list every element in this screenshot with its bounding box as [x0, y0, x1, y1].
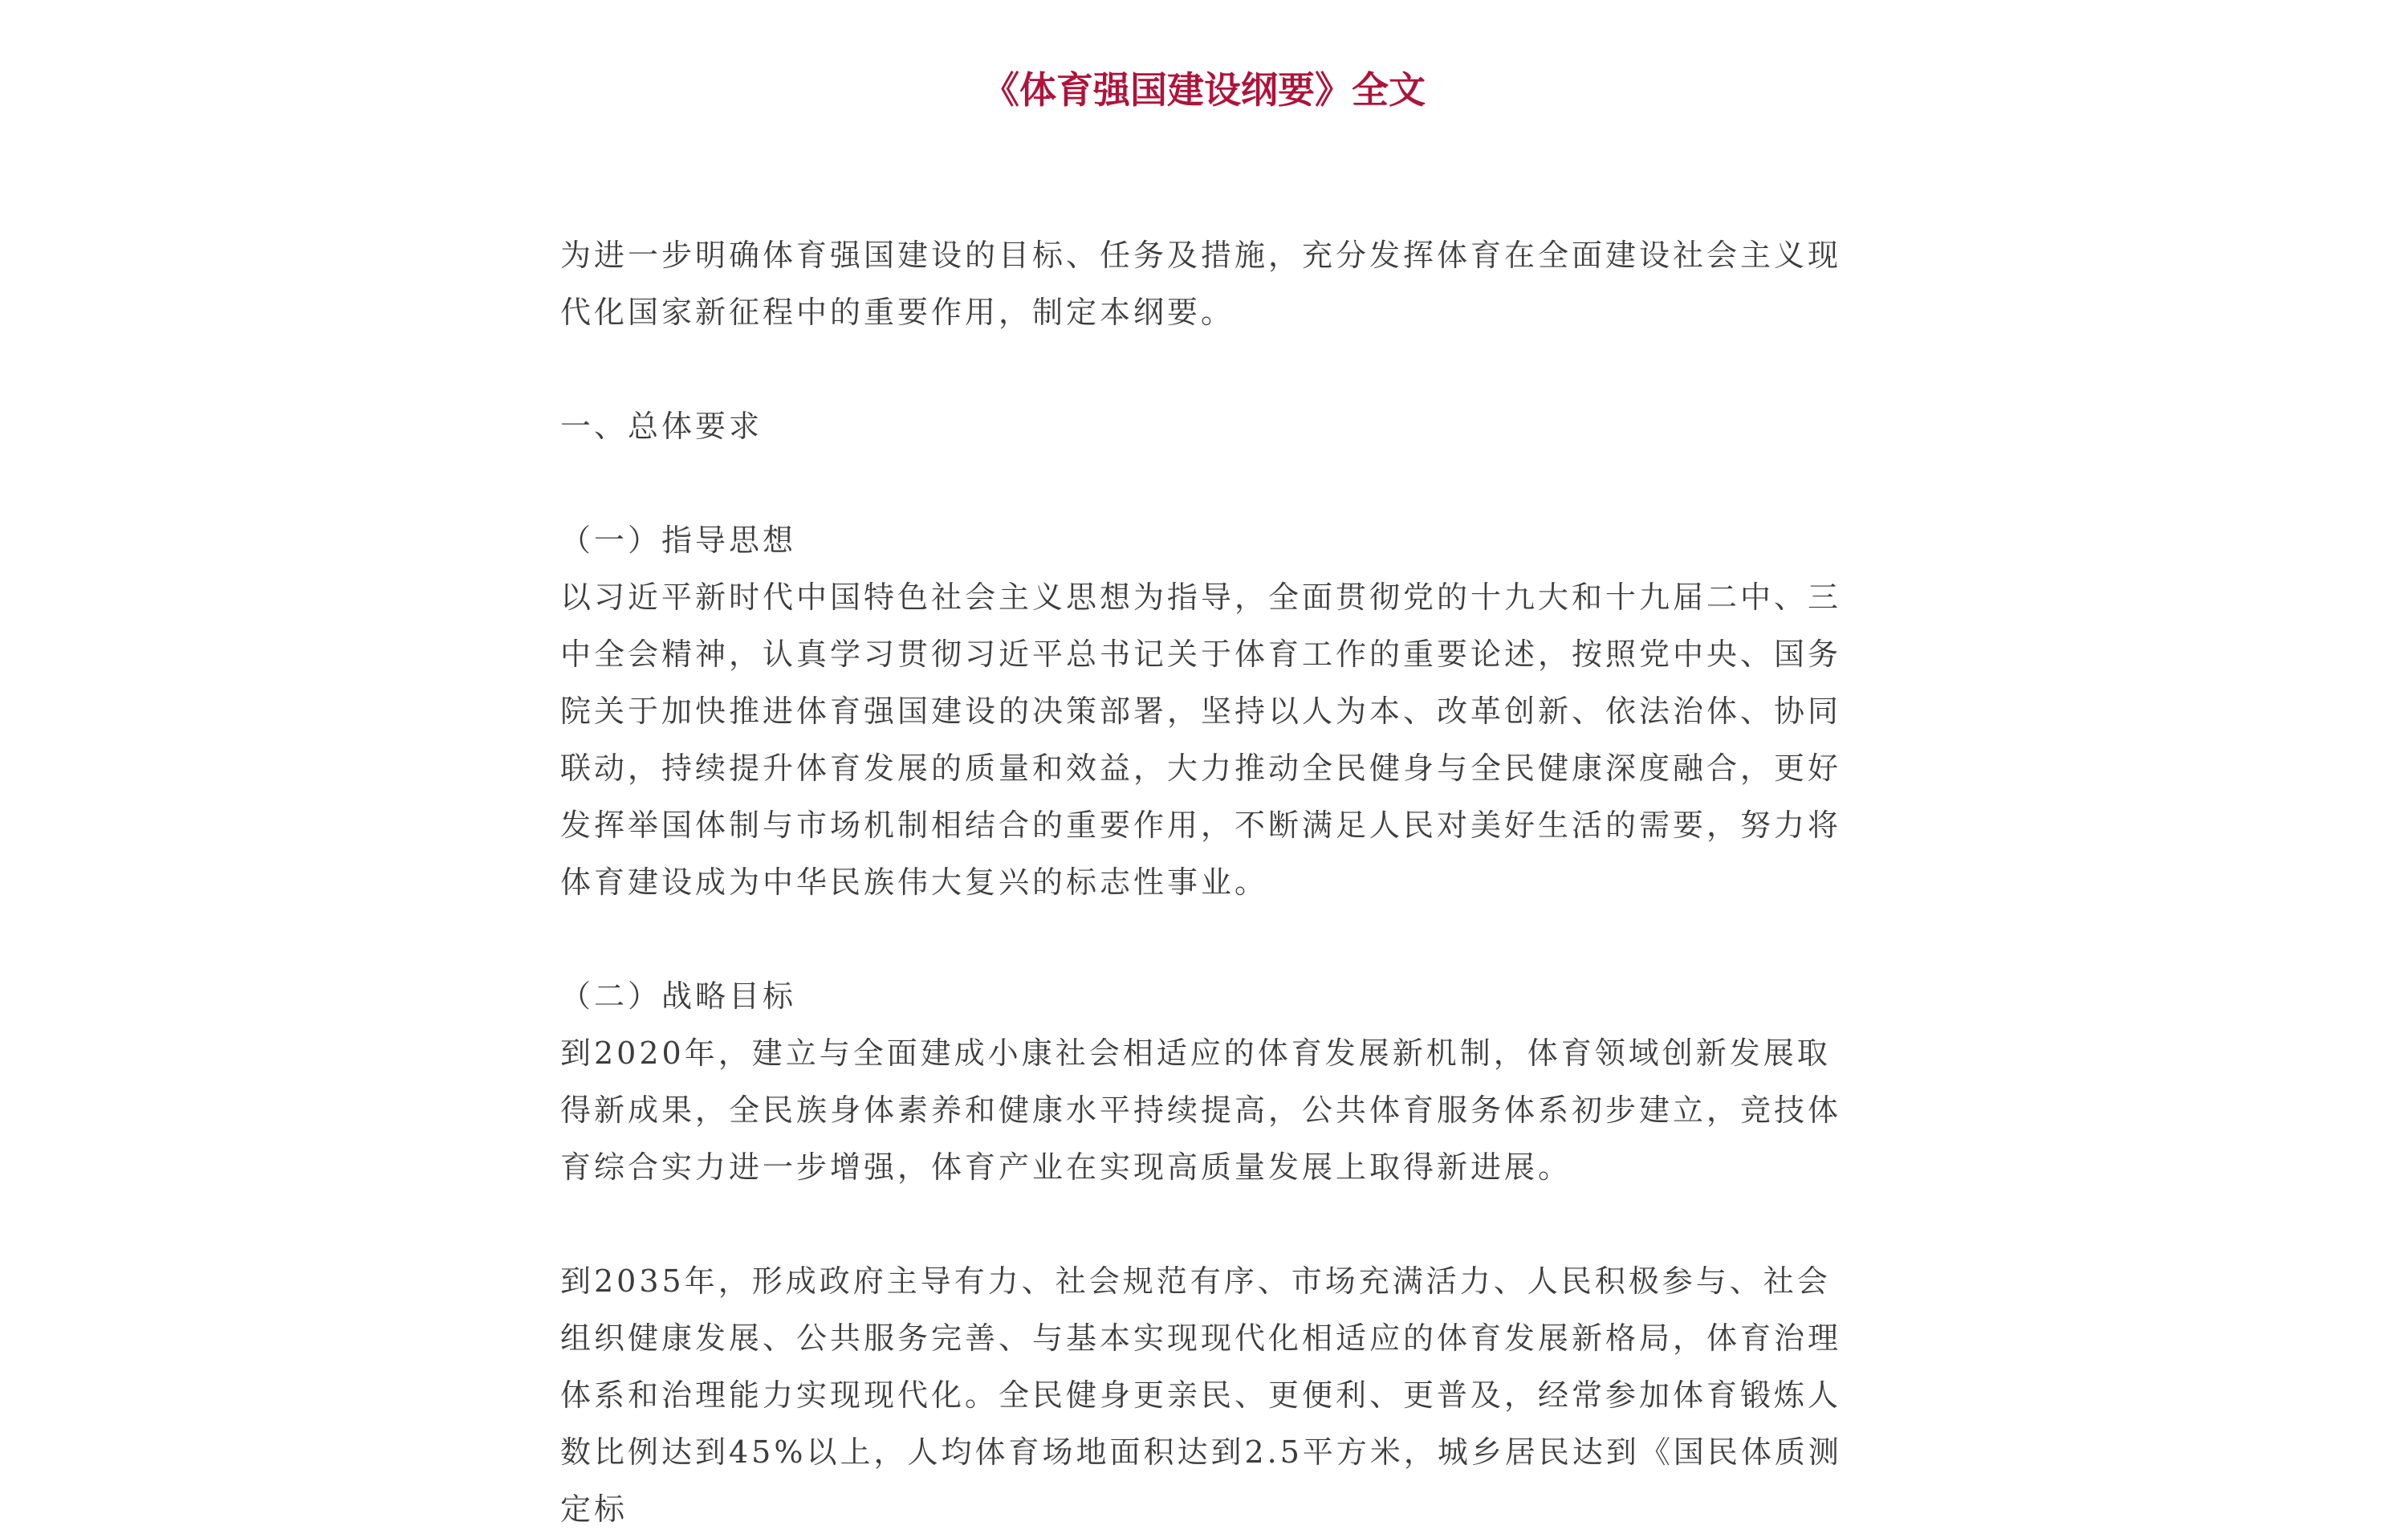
goal-2020-paragraph: 到2020年，建立与全面建成小康社会相适应的体育发展新机制，体育领域创新发展取得新成果，全民族身体素养和健康水平持续提高，公共体育服务体系初步建立，竞技体育综合实力进一步增强，体育产业在实现高质量发展上取得新进展。 [560, 1036, 1842, 1185]
goal-2035-paragraph: 到2035年，形成政府主导有力、社会规范有序、市场充满活力、人民积极参与、社会组织健康发展、公共服务完善、与基本实现现代化相适应的体育发展新格局，体育治理体系和治理能力实现现代化。全民健身更亲民、更便利、更普及，经常参加体育锻炼人数比例达到45%以上，人均体育场地面积达到2.5平方米，城乡居民达到《国民体质测定标 [560, 1263, 1842, 1527]
paragraph-spacer [560, 911, 1854, 968]
paragraph-spacer [560, 455, 1854, 512]
section-heading-overall-requirements: 一、总体要求 [560, 409, 763, 444]
paragraph-spacer [560, 1196, 1854, 1253]
subsection-heading-strategic-goals: （二）战略目标 [560, 979, 797, 1014]
paragraph-spacer [560, 341, 1854, 398]
document-title: 《体育强国建设纲要》全文 [982, 68, 1426, 112]
article-body [560, 227, 1854, 1538]
intro-paragraph: 为进一步明确体育强国建设的目标、任务及措施，充分发挥体育在全面建设社会主义现代化国家新征程中的重要作用，制定本纲要。 [560, 238, 1842, 330]
guiding-ideology-paragraph: 以习近平新时代中国特色社会主义思想为指导，全面贯彻党的十九大和十九届二中、三中全会精神，认真学习贯彻习近平总书记关于体育工作的重要论述，按照党中央、国务院关于加快推进体育强国建设的决策部署，坚持以人为本、改革创新、依法治体、协同联动，持续提升体育发展的质量和效益，大力推动全民健身与全民健康深度融合，更好发挥举国体制与市场机制相结合的重要作用，不断满足人民对美好生活的需要，努力将体育建设成为中华民族伟大复兴的标志性事业。 [560, 580, 1842, 900]
subsection-heading-guiding-ideology: （一）指导思想 [560, 523, 797, 558]
